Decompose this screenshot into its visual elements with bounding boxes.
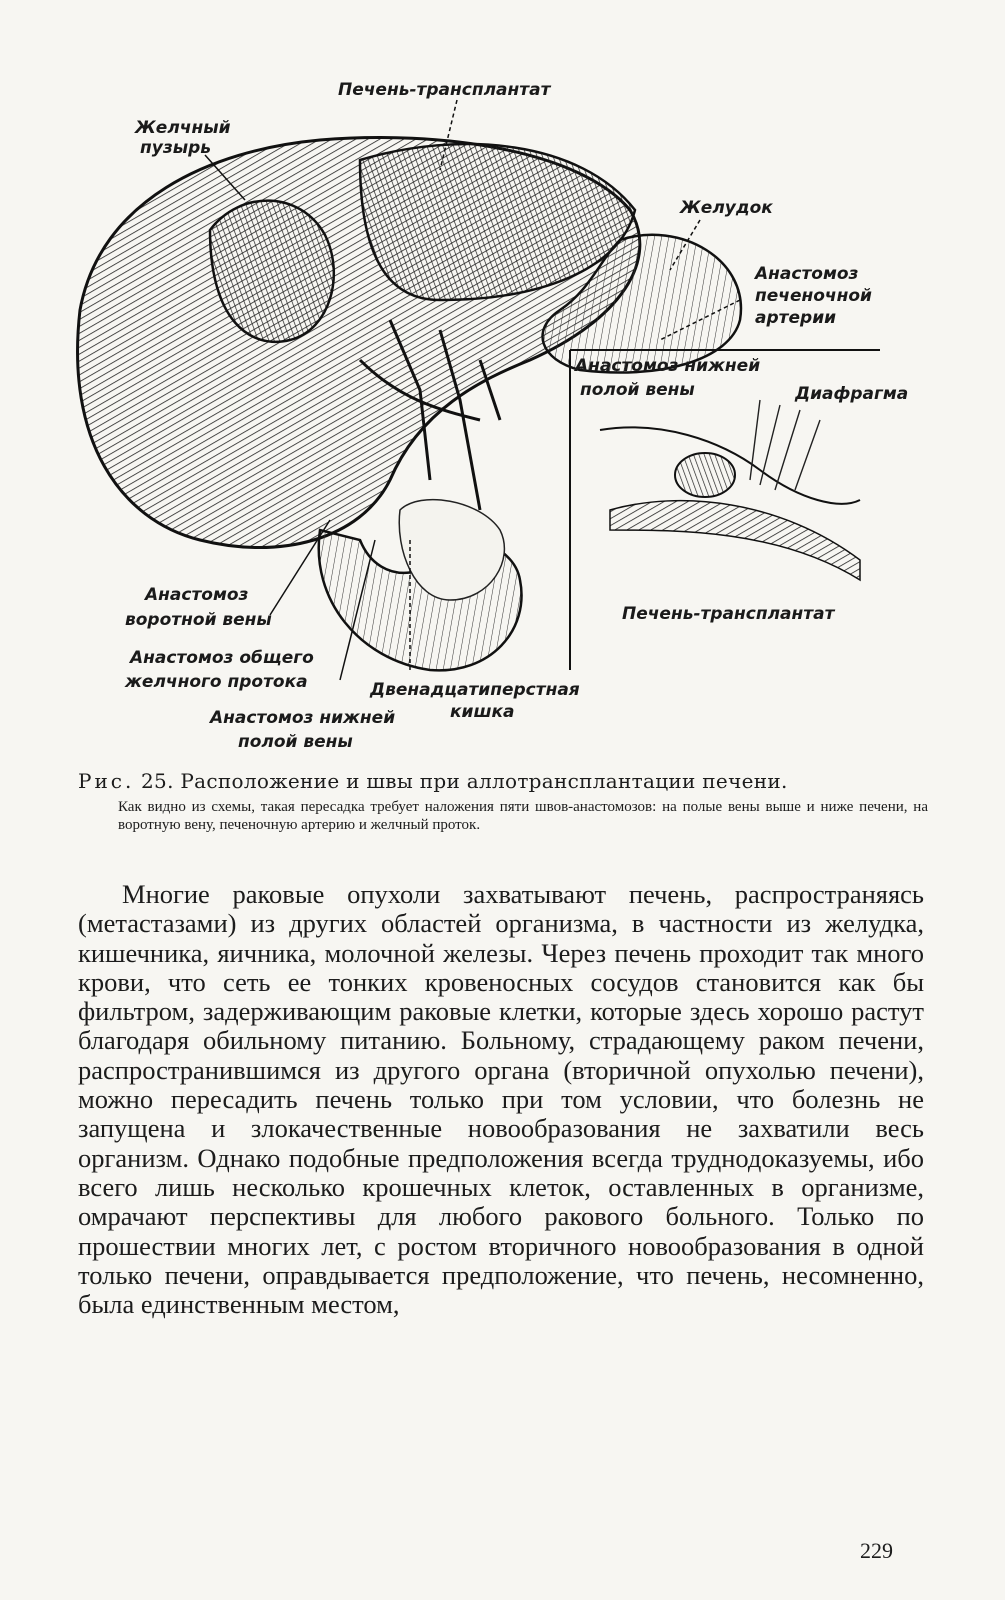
caption-title-line — [78, 768, 928, 794]
page-number: 229 — [860, 1538, 893, 1563]
label-duodenum-line1: Двенадцатиперстная — [370, 680, 580, 700]
caption-prefix: Рис. — [78, 769, 135, 793]
label-portal-line2: воротной вены — [125, 610, 272, 630]
inset-ivc-anastomosis — [675, 453, 735, 497]
label-ivc-bottom-line1: Анастомоз нижней — [210, 708, 396, 728]
label-ivc-bottom-line2: полой вены — [238, 732, 353, 752]
label-stomach: Желудок — [680, 198, 773, 218]
label-ivc-inset-line1: Анастомоз нижней — [575, 356, 761, 376]
body-paragraph: Многие раковые опухоли захватывают печень, распространяясь (метастазами) из других областей организма, в частности из желудка, кишечника, яичника, молочной железы. Через печень проходит так много крови, что сеть ее тонких кровеносных сосудов становится как бы фильтром, задерживающим раковые клетки, которые здесь хорошо растут благодаря обильному питанию. Больному, страдающему раком печени, распространившимся из другого органа (вторичной опухолью печени), можно пересадить печень только при том условии, что болезнь не запущена и злокачественные новообразования не захватили весь организм. Однако подобные предположения всегда труднодоказуемы, ибо всего лишь несколько крошечных клеток, оставленных в организме, омрачают перспективы для любого ракового больного. Только по прошествии многих лет, с ростом вторичного новообразования в одной только печени, оправдывается предположение, что печень, несомненно, была единственным местом, — [78, 879, 924, 1320]
body-text — [78, 880, 924, 1319]
label-bile-duct-line2: желчного протока — [125, 672, 308, 692]
label-hepatic-artery-line2: печеночной — [755, 286, 872, 306]
label-hepatic-artery-line1: Анастомоз — [755, 264, 859, 284]
label-diaphragm: Диафрагма — [795, 384, 909, 404]
label-ivc-inset-line2: полой вены — [580, 380, 695, 400]
label-liver-transplant-top: Печень-трансплантат — [338, 80, 551, 100]
label-gallbladder-line2: пузырь — [140, 138, 211, 158]
inset-liver — [610, 501, 860, 580]
label-hepatic-artery-line3: артерии — [755, 308, 837, 328]
label-duodenum-line2: кишка — [450, 702, 515, 722]
caption-number: 25. — [141, 769, 174, 793]
figure-caption — [78, 768, 928, 834]
label-portal-line1: Анастомоз — [145, 585, 249, 605]
caption-title: Расположение и швы при аллотрансплантации печени. — [180, 769, 788, 793]
figure-liver-transplant — [60, 60, 940, 760]
label-bile-duct-line1: Анастомоз общего — [130, 648, 314, 668]
label-liver-transplant-inset: Печень-трансплантат — [622, 604, 835, 624]
caption-text: Как видно из схемы, такая пересадка требует наложения пяти швов-анастомозов: на полые вены выше и ниже печени, на воротную вену, печеночную артерию и желчный проток. — [118, 799, 928, 833]
label-gallbladder-line1: Желчный — [135, 118, 231, 138]
